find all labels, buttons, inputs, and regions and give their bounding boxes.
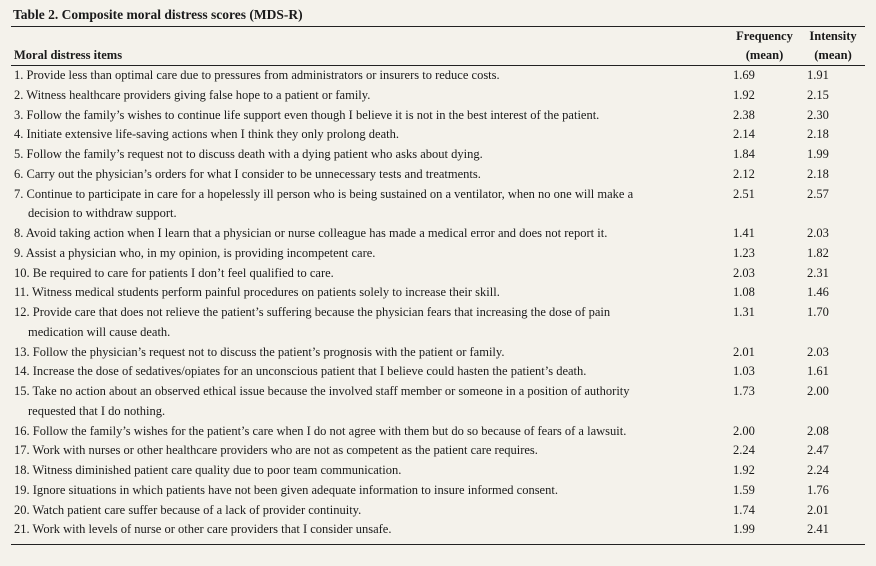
item-line1: 20. Watch patient care suffer because of a lack of provider continuity. <box>14 502 362 517</box>
item-text <box>0 520 706 540</box>
intensity-value: 2.08 <box>807 423 829 438</box>
frequency-value: 1.69 <box>733 68 755 82</box>
intensity-value: 1.61 <box>807 364 829 379</box>
item-line2: requested that I do nothing. <box>28 403 166 418</box>
frequency-value: 1.92 <box>733 87 755 102</box>
item-text <box>0 303 706 343</box>
table-row <box>0 441 876 461</box>
frequency-header-line1: Frequency <box>736 29 793 43</box>
table-row <box>0 224 876 244</box>
intensity-value: 1.76 <box>807 482 829 497</box>
item-text <box>0 422 706 442</box>
table-row <box>0 106 876 126</box>
intensity-value: 2.47 <box>807 443 829 458</box>
table-row <box>0 86 876 106</box>
item-line1: 11. Witness medical students perform painful procedures on patients solely to increase their skill. <box>14 285 500 300</box>
item-text <box>0 185 706 225</box>
item-text <box>0 244 706 264</box>
item-text <box>0 264 706 284</box>
table-row <box>0 185 876 225</box>
table-row <box>0 165 876 185</box>
frequency-header-line2: (mean) <box>745 48 784 62</box>
bottom-rule <box>11 544 865 545</box>
item-line1: 9. Assist a physician who, in my opinion, is providing incompetent care. <box>14 245 376 260</box>
item-text <box>0 362 706 382</box>
item-text <box>0 165 706 185</box>
intensity-value: 1.70 <box>807 305 829 319</box>
table-row <box>0 244 876 264</box>
item-text <box>0 501 706 521</box>
frequency-value: 2.12 <box>733 166 755 181</box>
item-text <box>0 66 706 86</box>
intensity-value: 2.57 <box>807 186 829 201</box>
frequency-value: 1.31 <box>733 305 755 319</box>
item-text <box>0 224 706 244</box>
table-row <box>0 66 876 86</box>
item-line1: 4. Initiate extensive life-saving actions when I think they only prolong death. <box>14 127 399 142</box>
table-row <box>0 145 876 165</box>
item-line2: medication will cause death. <box>28 324 171 339</box>
frequency-value: 2.38 <box>733 107 755 122</box>
item-line1: 8. Avoid taking action when I learn that a physician or nurse colleague has made a medical error and does not report it. <box>14 226 608 240</box>
frequency-value: 2.03 <box>733 265 755 280</box>
intensity-value: 2.03 <box>807 226 829 240</box>
column-header-items: Moral distress items <box>14 48 123 62</box>
frequency-value: 1.03 <box>733 364 755 379</box>
frequency-value: 1.84 <box>733 147 755 161</box>
item-text <box>0 382 706 422</box>
item-text <box>0 86 706 106</box>
item-text <box>0 481 706 501</box>
table-row <box>0 303 876 343</box>
table-row <box>0 461 876 481</box>
table-caption: Table 2. Composite moral distress scores (MDS-R) <box>13 7 303 22</box>
item-line1: 5. Follow the family’s request not to discuss death with a dying patient who asks about dying. <box>14 147 483 161</box>
table-body <box>0 66 876 540</box>
item-text <box>0 461 706 481</box>
item-line1: 16. Follow the family’s wishes for the patient’s care when I do not agree with them but do so because of fears of a lawsuit. <box>14 423 627 438</box>
intensity-value: 2.30 <box>807 107 829 122</box>
intensity-value: 2.18 <box>807 127 829 142</box>
intensity-header-line1: Intensity <box>809 29 857 43</box>
item-line1: 18. Witness diminished patient care quality due to poor team communication. <box>14 463 402 477</box>
frequency-value: 1.41 <box>733 226 755 240</box>
table-row <box>0 343 876 363</box>
item-line1: 21. Work with levels of nurse or other care providers that I consider unsafe. <box>14 522 392 537</box>
frequency-value: 1.08 <box>733 285 755 300</box>
frequency-value: 2.51 <box>733 186 755 201</box>
frequency-value: 2.24 <box>733 443 755 458</box>
table-row <box>0 264 876 284</box>
frequency-value: 1.99 <box>733 522 755 537</box>
item-line1: 2. Witness healthcare providers giving false hope to a patient or family. <box>14 87 371 102</box>
item-text <box>0 343 706 363</box>
item-line1: 3. Follow the family’s wishes to continue life support even though I believe it is not in the best interest of the patient. <box>14 107 600 122</box>
table-row <box>0 501 876 521</box>
table-row <box>0 422 876 442</box>
frequency-value: 1.92 <box>733 463 755 477</box>
intensity-value: 2.31 <box>807 265 829 280</box>
frequency-value: 1.73 <box>733 384 755 398</box>
item-line1: 7. Continue to participate in care for a hopelessly ill person who is being sustained on a ventilator, when no one will make a <box>14 186 634 201</box>
item-line1: 14. Increase the dose of sedatives/opiates for an unconscious patient that I believe could hasten the patient’s death. <box>14 364 587 379</box>
table-row <box>0 520 876 540</box>
item-line1: 17. Work with nurses or other healthcare providers who are not as competent as the patient care requires. <box>14 443 538 458</box>
intensity-value: 1.99 <box>807 147 829 161</box>
table-row <box>0 125 876 145</box>
table-row <box>0 382 876 422</box>
item-text <box>0 145 706 165</box>
intensity-value: 2.15 <box>807 87 829 102</box>
intensity-value: 2.24 <box>807 463 829 477</box>
table-row <box>0 481 876 501</box>
item-line1: 13. Follow the physician’s request not to discuss the patient’s prognosis with the patient or family. <box>14 344 505 359</box>
intensity-header-line2: (mean) <box>814 48 852 62</box>
item-line1: 19. Ignore situations in which patients have not been given adequate information to insure informed consent. <box>14 482 558 497</box>
item-line1: 10. Be required to care for patients I don’t feel qualified to care. <box>14 265 334 280</box>
item-text <box>0 125 706 145</box>
frequency-value: 2.00 <box>733 423 755 438</box>
frequency-value: 1.23 <box>733 245 755 260</box>
item-text <box>0 283 706 303</box>
column-header-frequency <box>733 27 796 65</box>
intensity-value: 1.46 <box>807 285 829 300</box>
intensity-value: 2.01 <box>807 502 829 517</box>
item-line1: 15. Take no action about an observed ethical issue because the involved staff member or someone in a position of authority <box>14 384 630 398</box>
frequency-value: 2.14 <box>733 127 755 142</box>
item-line1: 6. Carry out the physician’s orders for what I consider to be unnecessary tests and treatments. <box>14 166 481 181</box>
intensity-value: 1.91 <box>807 68 829 82</box>
item-line1: 1. Provide less than optimal care due to pressures from administrators or insurers to reduce costs. <box>14 68 500 82</box>
intensity-value: 1.82 <box>807 245 829 260</box>
frequency-value: 1.59 <box>733 482 755 497</box>
item-line2: decision to withdraw support. <box>28 206 177 221</box>
item-text <box>0 441 706 461</box>
table-row <box>0 362 876 382</box>
item-line1: 12. Provide care that does not relieve the patient’s suffering because the physician fears that increasing the dose of pain <box>14 305 611 319</box>
frequency-value: 1.74 <box>733 502 755 517</box>
table-row <box>0 283 876 303</box>
frequency-value: 2.01 <box>733 344 755 359</box>
intensity-value: 2.18 <box>807 166 829 181</box>
item-text <box>0 106 706 126</box>
intensity-value: 2.03 <box>807 344 829 359</box>
intensity-value: 2.00 <box>807 384 829 398</box>
column-header-intensity <box>805 27 861 65</box>
intensity-value: 2.41 <box>807 522 829 537</box>
